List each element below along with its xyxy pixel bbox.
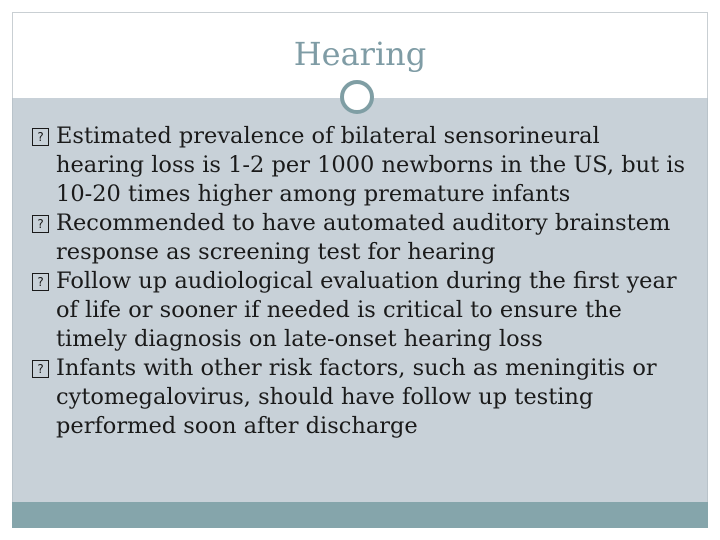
slide-title: Hearing	[293, 35, 427, 73]
missing-glyph-box-icon: ?	[32, 273, 49, 291]
bullet-item	[32, 354, 692, 441]
missing-glyph-box-icon: ?	[32, 128, 49, 146]
bullet-text: Estimated prevalence of bilateral sensorineural hearing loss is 1-2 per 1000 newborns in the US, but is 10-20 times higher among premature infants	[56, 123, 686, 207]
missing-glyph-box-icon: ?	[32, 360, 49, 378]
footer-bar	[12, 502, 708, 528]
bullet-text: Follow up audiological evaluation during the first year of life or sooner if needed is critical to ensure the timely diagnosis on late-onset hearing loss	[56, 268, 677, 352]
bullet-item	[32, 122, 692, 209]
bullet-item	[32, 209, 692, 267]
circle-ring-icon	[340, 80, 374, 114]
bullet-text: Recommended to have automated auditory brainstem response as screening test for hearing	[56, 210, 671, 265]
bullet-list	[32, 122, 692, 441]
bullet-item	[32, 267, 692, 354]
bullet-text: Infants with other risk factors, such as meningitis or cytomegalovirus, should have follow up testing performed soon after discharge	[56, 355, 657, 439]
missing-glyph-box-icon: ?	[32, 215, 49, 233]
